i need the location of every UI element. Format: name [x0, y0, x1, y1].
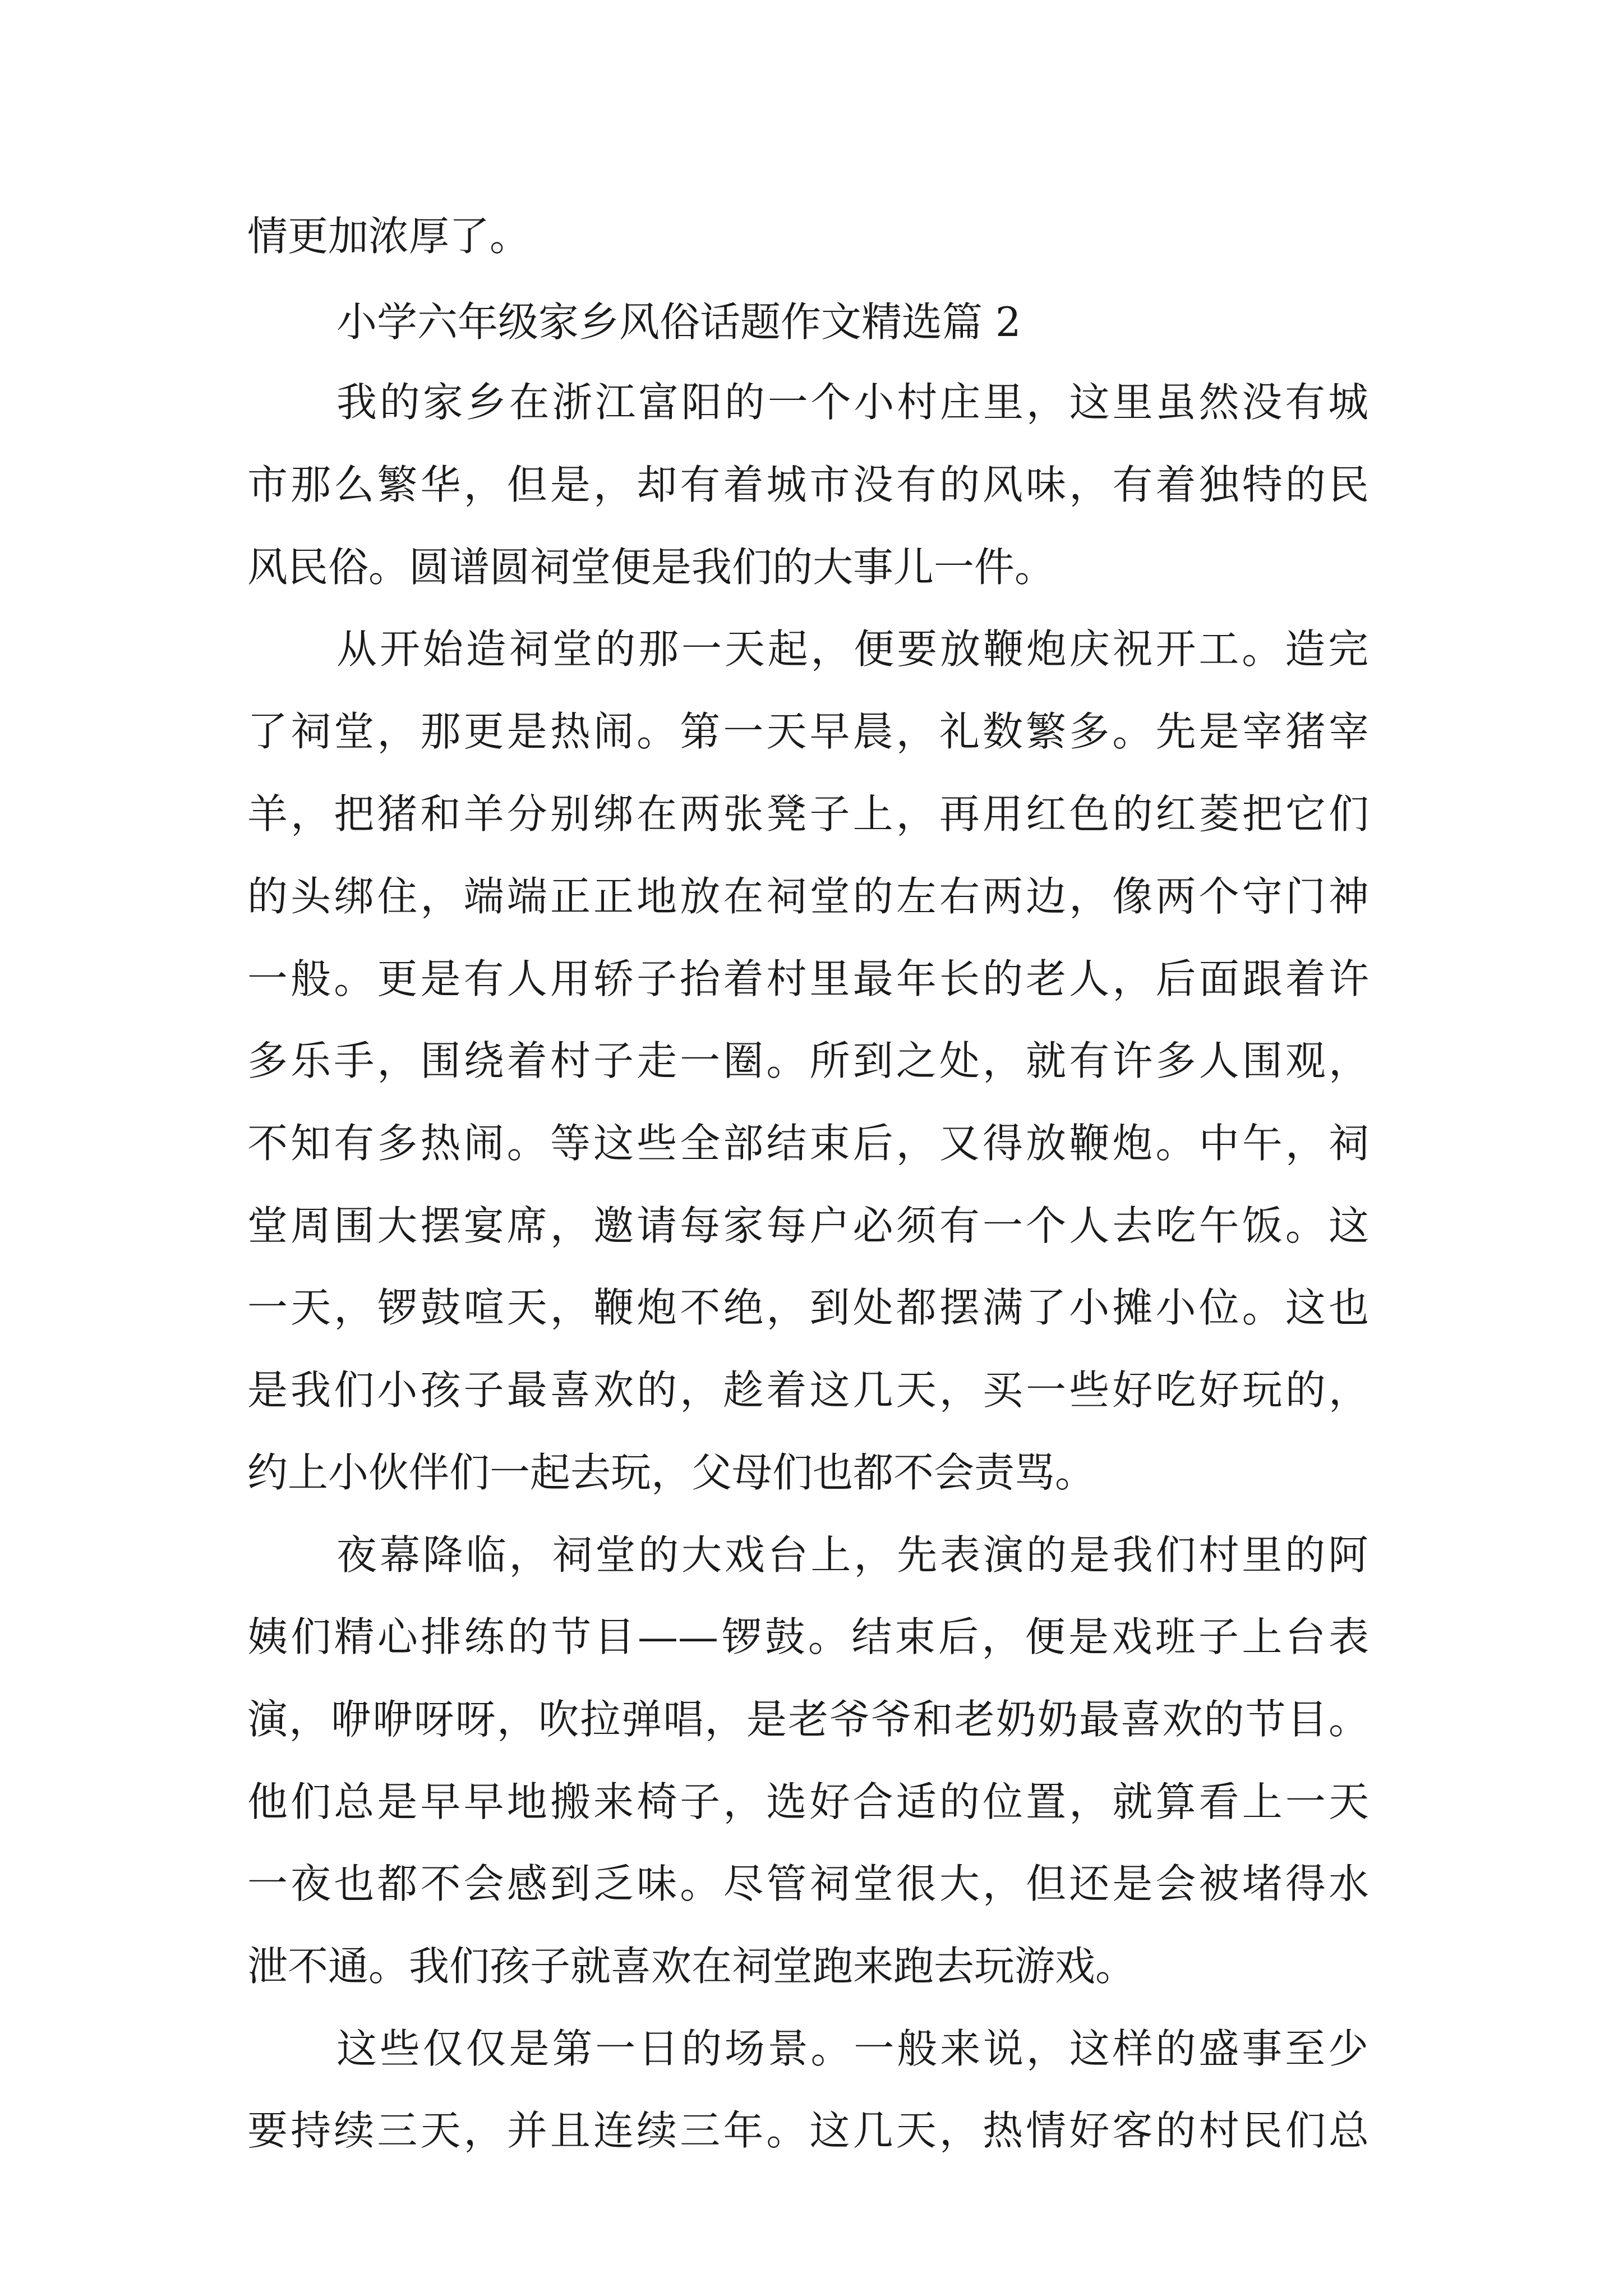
text-line: 泄不通。我们孩子就喜欢在祠堂跑来跑去玩游戏。 [247, 1943, 1136, 1990]
text-line: 演，咿咿呀呀，吹拉弹唱，是老爷爷和老奶奶最喜欢的节目。 [247, 1696, 1369, 1743]
text-line: 要持续三天，并且连续三年。这几天，热情好客的村民们总 [247, 2107, 1369, 2154]
text-line: 多乐手，围绕着村子走一圈。所到之处，就有许多人围观， [247, 1037, 1369, 1084]
text-line: 他们总是早早地搬来椅子，选好合适的位置，就算看上一天 [247, 1778, 1369, 1825]
text-line: 了祠堂，那更是热闹。第一天早晨，礼数繁多。先是宰猪宰 [247, 708, 1369, 755]
text-line: 一般。更是有人用轿子抬着村里最年长的老人，后面跟着许 [247, 955, 1369, 1002]
text-line: 市那么繁华，但是，却有着城市没有的风味，有着独特的民 [247, 461, 1369, 508]
text-line: 约上小伙伴们一起去玩，父母们也都不会责骂。 [247, 1449, 1096, 1496]
text-line: 不知有多热闹。等这些全部结束后，又得放鞭炮。中午，祠 [247, 1120, 1369, 1167]
text-line: 一天，锣鼓喧天，鞭炮不绝，到处都摆满了小摊小位。这也 [247, 1284, 1369, 1331]
text-line: 堂周围大摆宴席，邀请每家每户必须有一个人去吃午饭。这 [247, 1202, 1369, 1249]
text-line: 风民俗。圆谱圆祠堂便是我们的大事儿一件。 [247, 544, 1055, 591]
text-line: 一夜也都不会感到乏味。尽管祠堂很大，但还是会被堵得水 [247, 1860, 1369, 1907]
text-line: 姨们精心排练的节目——锣鼓。结束后，便是戏班子上台表 [247, 1613, 1369, 1660]
section-heading: 小学六年级家乡风俗话题作文精选篇 2 [336, 298, 1021, 346]
text-line: 是我们小孩子最喜欢的，趁着这几天，买一些好吃好玩的， [247, 1366, 1369, 1414]
text-line: 夜幕降临，祠堂的大戏台上，先表演的是我们村里的阿 [336, 1531, 1368, 1579]
text-line: 这些仅仅是第一日的场景。一般来说，这样的盛事至少 [336, 2025, 1368, 2072]
text-line: 我的家乡在浙江富阳的一个小村庄里，这里虽然没有城 [336, 379, 1368, 426]
text-line: 羊，把猪和羊分别绑在两张凳子上，再用红色的红菱把它们 [247, 790, 1369, 838]
text-line: 情更加浓厚了。 [247, 213, 531, 260]
text-line: 从开始造祠堂的那一天起，便要放鞭炮庆祝开工。造完 [336, 625, 1368, 673]
text-line: 的头绑住，端端正正地放在祠堂的左右两边，像两个守门神 [247, 873, 1369, 920]
